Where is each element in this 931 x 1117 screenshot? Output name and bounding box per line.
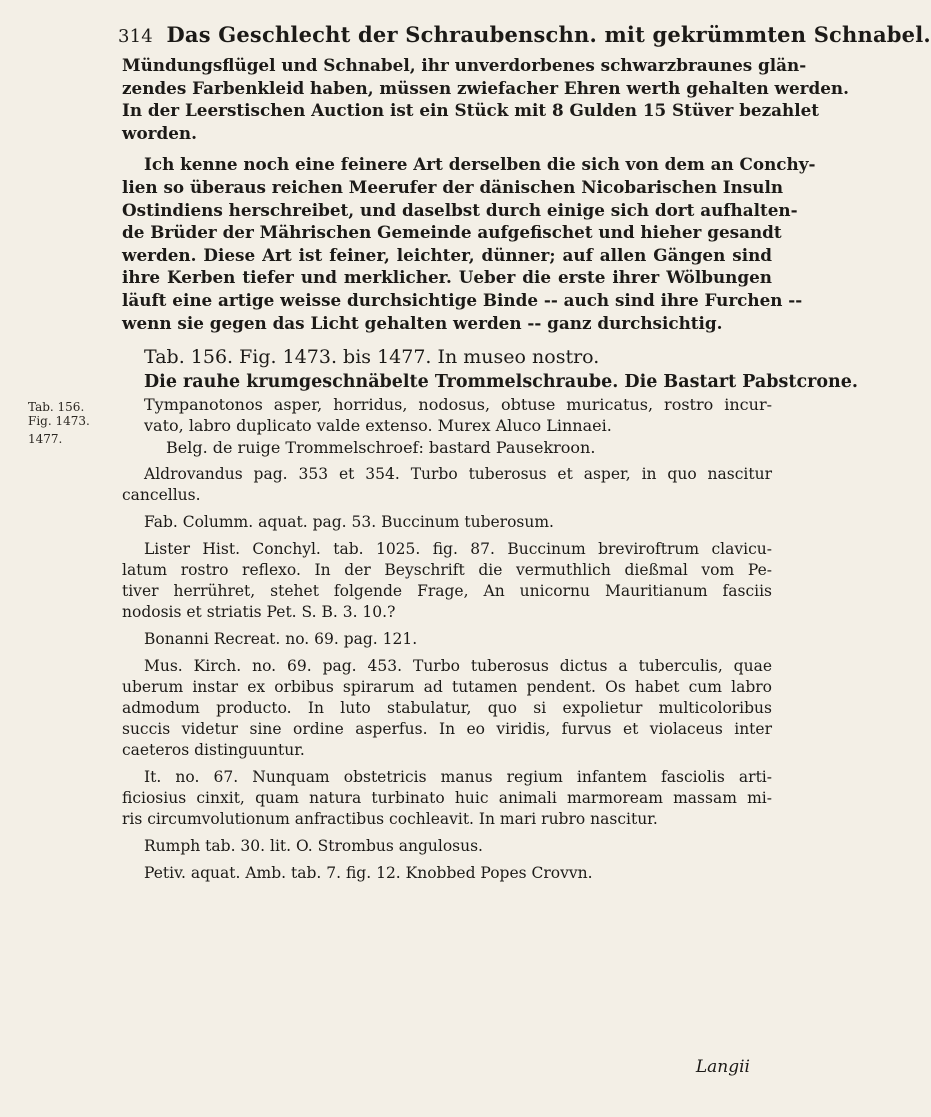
- reference-entry: [122, 656, 772, 761]
- reference-line: Bonanni Recreat. no. 69. pag. 121.: [144, 630, 418, 649]
- reference-line: Mus. Kirch. no. 69. pag. 453. Turbo tuberosus dictus a tuberculis, quae: [144, 657, 772, 676]
- margin-note-range: 1477.: [28, 432, 63, 446]
- reference-entry: [122, 863, 772, 884]
- text-line: Ostindiens herschreibet, und daselbst durch einige sich dort aufhalten-: [122, 199, 798, 220]
- belgian-name: Belg. de ruige Trommelschroef: bastard Pausekroon.: [166, 437, 596, 457]
- running-title: Das Geschlecht der Schraubenschn. mit gekrümmten Schnabel.: [166, 22, 931, 47]
- references: [122, 464, 772, 884]
- paragraph-2: [122, 153, 816, 334]
- reference-entry: [122, 512, 772, 533]
- reference-line: cancellus.: [122, 486, 201, 505]
- reference-line: tiver herrühret, stehet folgende Frage, An unicornu Mauritianum fasciis: [122, 582, 772, 601]
- text-line: vato, labro duplicato valde extenso. Murex Aluco Linnaei.: [144, 416, 612, 436]
- reference-entry: [122, 629, 772, 650]
- text-line: wenn sie gegen das Licht gehalten werden -- ganz durchsichtig.: [122, 312, 723, 333]
- text-line: Tympanotonos asper, horridus, nodosus, obtuse muricatus, rostro incur-: [144, 394, 772, 414]
- reference-line: Petiv. aquat. Amb. tab. 7. fig. 12. Knobbed Popes Crovvn.: [144, 864, 593, 883]
- text-line: de Brüder der Mährischen Gemeinde aufgefischet und hieher gesandt: [122, 222, 782, 243]
- reference-line: Lister Hist. Conchyl. tab. 1025. fig. 87. Buccinum breviroftrum clavicu-: [144, 540, 772, 559]
- text-line: worden.: [122, 122, 197, 143]
- latin-description: [122, 394, 772, 437]
- reference-line: caeteros distinguuntur.: [122, 741, 305, 760]
- reference-line: It. no. 67. Nunquam obstetricis manus regium infantem fasciolis arti-: [144, 768, 772, 787]
- reference-line: admodum producto. In luto stabulatur, quo si expolietur multicoloribus: [122, 699, 772, 718]
- text-line: Ich kenne noch eine feinere Art derselben die sich von dem an Conchy-: [144, 154, 816, 175]
- text-line: zendes Farbenkleid haben, müssen zwiefacher Ehren werth gehalten werden.: [122, 77, 849, 98]
- page-body: [122, 54, 858, 884]
- running-header: [118, 22, 931, 47]
- reference-line: succis videtur sine ordine asperfus. In eo viridis, furvus et violaceus inter: [122, 720, 772, 739]
- text-line: Mündungsflügel und Schnabel, ihr unverdorbenes schwarzbraunes glän-: [122, 55, 807, 75]
- text-line: In der Leerstischen Auction ist ein Stück mit 8 Gulden 15 Stüver bezahlet: [122, 100, 820, 121]
- reference-line: ficiosius cinxit, quam natura turbinato huic animali marmoream massam mi-: [122, 789, 772, 808]
- reference-line: uberum instar ex orbibus spirarum ad tutamen pendent. Os habet cum labro: [122, 678, 772, 697]
- reference-line: Aldrovandus pag. 353 et 354. Turbo tuberosus et asper, in quo nascitur: [144, 465, 772, 484]
- reference-entry: [122, 539, 772, 623]
- reference-entry: [122, 767, 772, 830]
- species-title: Die rauhe krumgeschnäbelte Trommelschraube. Die Bastart Pabstcrone.: [144, 372, 858, 393]
- reference-entry: [122, 464, 772, 506]
- reference-line: latum rostro reflexo. In der Beyschrift die vermuthlich dießmal vom Pe-: [122, 561, 772, 580]
- text-line: werden. Diese Art ist feiner, leichter, dünner; auf allen Gängen sind: [122, 244, 772, 265]
- plate-reference: Tab. 156. Fig. 1473. bis 1477. In museo nostro.: [144, 346, 600, 369]
- catchword: Langii: [695, 1057, 750, 1077]
- text-line: lien so überaus reichen Meerufer der dänischen Nicobarischen Insuln: [122, 176, 784, 197]
- paragraph-1: [122, 54, 849, 144]
- margin-note-fig: Fig. 1473.: [28, 414, 90, 428]
- reference-line: nodosis et striatis Pet. S. B. 3. 10.?: [122, 603, 396, 622]
- reference-line: Rumph tab. 30. lit. O. Strombus angulosus.: [144, 837, 483, 856]
- text-line: läuft eine artige weisse durchsichtige Binde -- auch sind ihre Furchen --: [122, 289, 803, 310]
- margin-note-tab: Tab. 156.: [28, 400, 85, 414]
- text-line: ihre Kerben tiefer und merklicher. Ueber die erste ihrer Wölbungen: [122, 267, 772, 288]
- reference-line: ris circumvolutionum anfractibus cochleavit. In mari rubro nascitur.: [122, 810, 658, 829]
- reference-entry: [122, 836, 772, 857]
- reference-line: Fab. Columm. aquat. pag. 53. Buccinum tuberosum.: [144, 513, 554, 532]
- page-number: 314: [118, 26, 153, 47]
